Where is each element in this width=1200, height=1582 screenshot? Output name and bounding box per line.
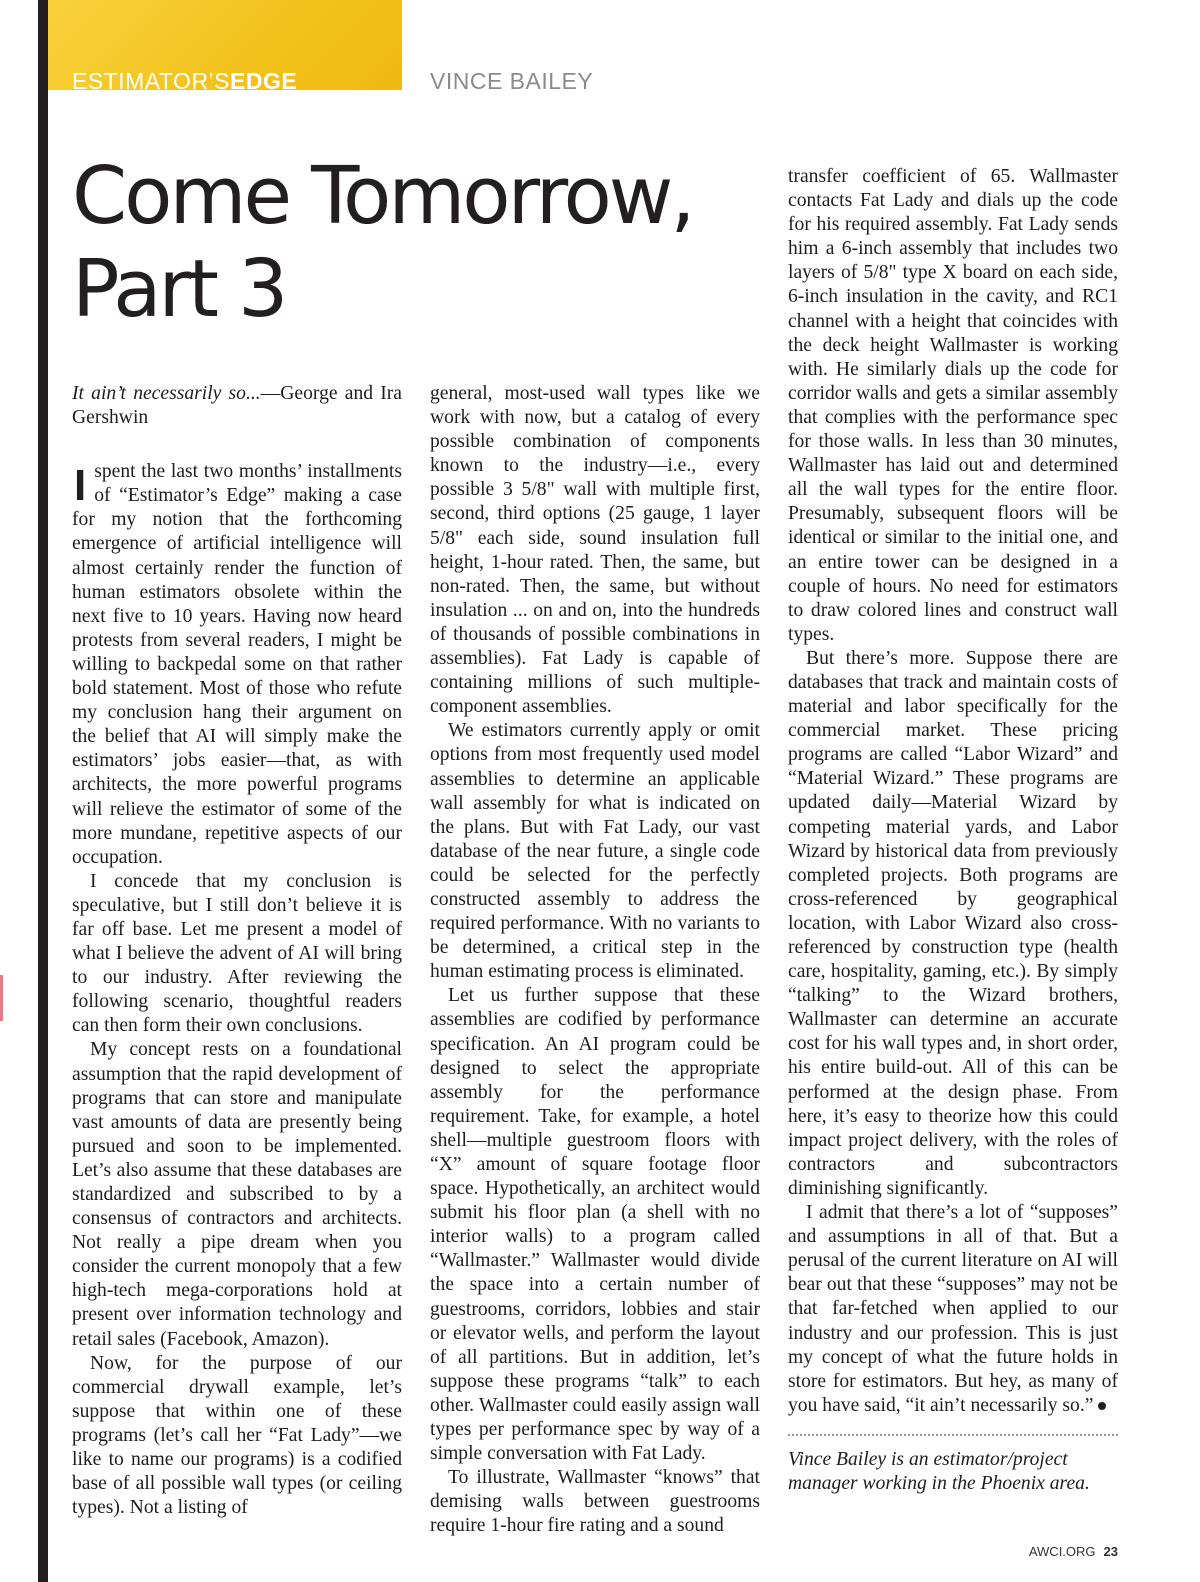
epigraph bbox=[72, 382, 402, 430]
footer-site: AWCI.ORG bbox=[1028, 1544, 1096, 1559]
department-label bbox=[72, 68, 297, 94]
title-line-2: Part 3 bbox=[72, 243, 286, 335]
paragraph-text: spent the last two months’ installments of “Estimator’s Edge” making a case for my notion that the forthcoming emergence of artificial intelligence will almost certainly render the function of human estimators obsolete within the next five to 10 years. Having now heard protests from several readers, I might be willing to backpedal some on that rather bold statement. Most of those who refute my conclusion hang their argument on the belief that AI will simply make the estimators’ jobs easier—that, as with architects, the more powerful programs will relieve the estimator of some of the more mundane, repetitive aspects of our occupation. bbox=[72, 461, 402, 868]
page-footer bbox=[1029, 1544, 1118, 1559]
article-title bbox=[72, 150, 772, 336]
column-1 bbox=[72, 382, 402, 1520]
left-margin-mark bbox=[0, 975, 3, 1021]
paragraph: general, most-used wall types like we work with now, but a catalog of every possible combination of components known to the industry—i.e., every possible 3 5/8" wall with multiple first, second, third options (25 gauge, 1 layer 5/8" each side, sound insulation full height, 1-hour rated. Then, the same, but non-rated. Then, the same, but without insulation ... on and on, into the hundreds of thousands of possible combinations in assemblies). Fat Lady is capable of containing millions of such multiple-component assemblies. bbox=[430, 383, 760, 718]
paragraph: We estimators currently apply or omit options from most frequently used model assemblies to determine an applicable wall assembly for what is indicated on the plans. But with Fat Lady, our vast database of the near future, a single code could be selected for the perfectly constructed assembly to address the required performance. With no variants to be determined, a critical step in the human estimating process is eliminated. bbox=[430, 720, 760, 983]
paragraph bbox=[788, 1201, 1118, 1418]
paragraph bbox=[72, 460, 402, 870]
author-heading: VINCE BAILEY bbox=[430, 68, 594, 94]
column-3 bbox=[788, 165, 1118, 1496]
author-bio: Vince Bailey is an estimator/project manager working in the Phoenix area. bbox=[788, 1448, 1090, 1494]
department-label-bold: EDGE bbox=[230, 68, 298, 94]
page-number: 23 bbox=[1103, 1544, 1118, 1559]
drop-cap: I bbox=[74, 461, 87, 511]
epigraph-quote: It ain’t necessarily so... bbox=[72, 383, 261, 404]
paragraph: Let us further suppose that these assemblies are codified by performance specification. An AI program could be designed to select the appropriate assembly for the performance requirement. Take, for example, a hotel shell—multiple guestroom floors with “X” amount of square footage floor space. Hypothetically, an architect would submit his floor plan (a shell with no interior walls) to a program called “Wallmaster.” Wallmaster would divide the space into a certain number of guestrooms, corridors, lobbies and stair or elevator wells, and perform the layout of all partitions. But in addition, let’s suppose these programs “talk” to each other. Wallmaster could easily assign wall types per performance spec by way of a simple conversation with Fat Lady. bbox=[430, 985, 760, 1465]
paragraph: I concede that my conclusion is speculative, but I still don’t believe it is far off base. Let me present a model of what I believe the advent of AI will bring to our industry. After reviewing the following scenario, thoughtful readers can then form their own conclusions. bbox=[72, 870, 402, 1037]
paragraph-text: I admit that there’s a lot of “supposes” and assumptions in all of that. But a perusal of the current literature on AI will bear out that these “supposes” may not be that far-fetched when applied to our industry and our profession. This is just my concept of what the future holds in store for estimators. But hey, as many of you have said, “it ain’t necessarily so.” bbox=[788, 1202, 1118, 1416]
bio-divider bbox=[788, 1434, 1118, 1436]
epigraph-source: —George and Ira Gershwin bbox=[72, 383, 402, 429]
paragraph: But there’s more. Suppose there are databases that track and maintain costs of material and labor specifically for the commercial market. These pricing programs are called “Labor Wizard” and “Material Wizard.” These programs are updated daily—Material Wizard by competing material yards, and Labor Wizard by historical data from previously completed projects. Both programs are cross-referenced by geographical location, with Labor Wizard also cross-referenced by construction type (health care, hospitality, gaming, etc.). By simply “talking” to the Wizard brothers, Wallmaster can determine an accurate cost for his wall types and, in short order, his entire build-out. All of this can be performed at the design phase. From here, it’s easy to theorize how this could impact project delivery, with the roles of contractors and subcontractors diminishing significantly. bbox=[788, 647, 1118, 1199]
paragraph: My concept rests on a foundational assumption that the rapid development of programs that can store and manipulate vast amounts of data are presently being pursued and soon to be implemented. Let’s also assume that these databases are standardized and subscribed to by a consensus of contractors and architects. Not really a pipe dream when you consider the current monopoly that a few high-tech mega-corporations hold at present over information technology and retail sales (Facebook, Amazon). bbox=[72, 1039, 402, 1350]
paragraph: Now, for the purpose of our commercial drywall example, let’s suppose that within one of these programs (let’s call her “Fat Lady”—we like to name our programs) is a codified base of all possible wall types (or ceiling types). Not a listing of bbox=[72, 1352, 402, 1519]
department-label-light: ESTIMATOR’S bbox=[72, 68, 230, 94]
title-line-1: Come Tomorrow, bbox=[72, 150, 693, 242]
paragraph: transfer coefficient of 65. Wallmaster contacts Fat Lady and dials up the code for his required assembly. Fat Lady sends him a 6-inch assembly that includes two layers of 5/8" type X board on each side, 6-inch insulation in the cavity, and RC1 channel with a height that coincides with the deck height Wallmaster is working with. He similarly dials up the code for corridor walls and gets a similar assembly that complies with the performance spec for those walls. In less than 30 minutes, Wallmaster has laid out and determined all the wall types for the entire floor. Presumably, subsequent floors will be identical or similar to the initial one, and an entire tower can be designed in a couple of hours. No need for estimators to draw colored lines and construct wall types. bbox=[788, 166, 1118, 645]
column-2 bbox=[430, 382, 760, 1539]
paragraph: To illustrate, Wallmaster “knows” that demising walls between guestrooms require 1-hour fire rating and a sound bbox=[430, 1467, 760, 1537]
end-of-article-icon bbox=[1098, 1402, 1106, 1410]
left-margin-rule bbox=[38, 0, 48, 1582]
